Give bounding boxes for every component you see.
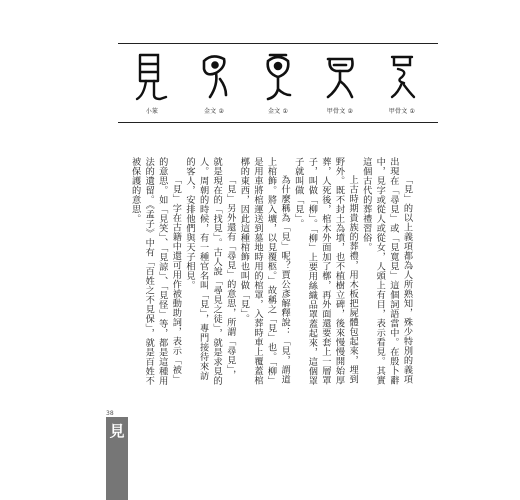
glyph-caption: 小篆 xyxy=(145,108,159,115)
text-columns xyxy=(128,157,413,389)
ancient-glyph-2-drawing xyxy=(196,51,232,103)
paragraph: 為什麼稱為「見」呢？賈公彥解釋說：「見，謂道上棺飾。將入壙，以見覆柩。」故稱之「見」也。「柳」是用車將棺運送到墓地時用的棺罩，入葬時車上覆蓋棺槨的東西，因此這種棺飾也叫做「見」。 xyxy=(238,157,291,386)
oracle-glyph-1-drawing xyxy=(384,51,420,103)
ancient-glyph-2 xyxy=(184,49,244,119)
section-tab-char: 見 xyxy=(109,422,125,440)
banner-bottom-rule xyxy=(118,122,438,123)
oracle-glyph-2 xyxy=(310,49,370,119)
glyph-caption: 金文 ② xyxy=(203,108,225,115)
ancient-glyph-1-drawing xyxy=(260,51,296,103)
seal-glyph-drawing xyxy=(134,51,170,103)
paragraph: 「見」的以上義項都為人所熟知，殊少特別的義項出現在「尋見」或「見寬見」這個詞語當中。在殷卜辭中，見字或從人或從女，人頭上有目，表示看見。其實這個古代的葬禮習俗。 xyxy=(360,157,413,385)
paragraph: 「見」另外還有「尋見」的意思，所謂「尋見」，就是現在的「找見」。古人說「尋見之徒」，就是求見的人。周朝的時候，有一種官名叫「見」，專門接待來訪的客人，安排他們與天子相見。 xyxy=(183,157,236,386)
paragraph: 「見」字在古籍中還可用作被動助詞，表示「被」的意思。如「見笑」、「見諒」、「見怪」等，都是這種用法的遺留。《孟子》中有「百姓之不見保」，就是百姓不被保護的意思。 xyxy=(129,157,182,386)
glyph-caption: 甲骨文 ① xyxy=(388,108,416,115)
oracle-glyph-2-drawing xyxy=(322,51,358,103)
glyph-caption: 金文 ① xyxy=(267,108,289,115)
ancient-glyph-1 xyxy=(248,49,308,119)
glyph-caption: 甲骨文 ② xyxy=(326,108,354,115)
paragraph: 上古時期貴族的葬禮，用木板把屍體包起來，埋到野外。既不封土為墳，也不植樹立碑，後來慢慢開始厚葬，人死後，棺木外面加了槨，再外面還要套上一層罩子，叫做「柳」。「柳」上要用絲織品罩蓋起來，這個罩子就叫做「見」。 xyxy=(292,157,359,386)
glyph-banner xyxy=(118,43,438,123)
page-number: 38 xyxy=(106,410,114,417)
vertical-body-text xyxy=(128,157,424,389)
seal-glyph xyxy=(122,49,182,119)
banner-top-rule xyxy=(118,43,438,44)
oracle-glyph-1 xyxy=(372,49,432,119)
